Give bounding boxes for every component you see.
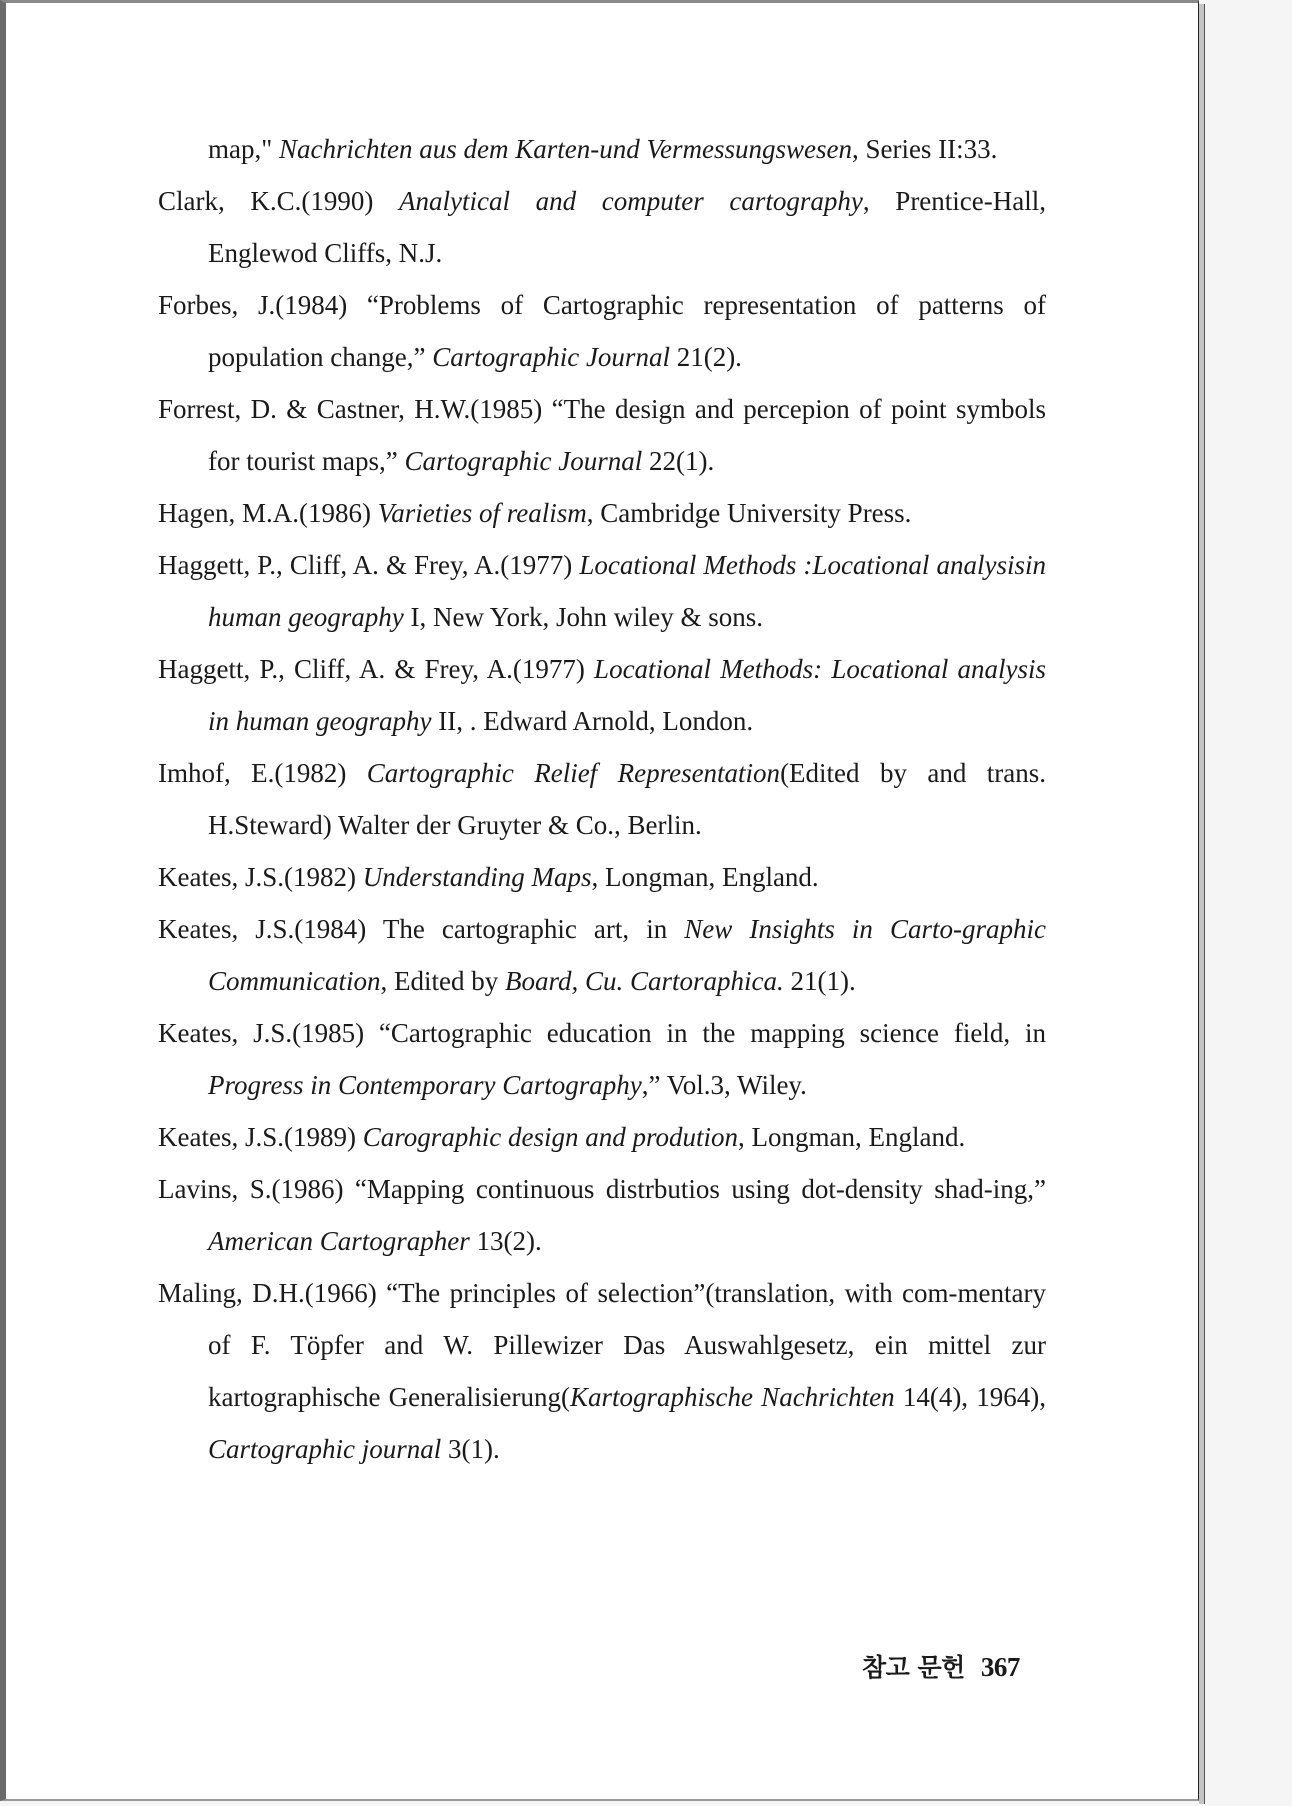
reference-entry (158, 539, 1046, 643)
reference-text: Clark, K.C.(1990) (158, 186, 400, 216)
reference-text: 13(2). (469, 1226, 542, 1256)
reference-title: Locational Methods :Locational analysisin human geography (208, 550, 1046, 632)
reference-entry (158, 383, 1046, 487)
reference-text: 21(1). (783, 966, 856, 996)
reference-title: Analytical and computer cartography (399, 186, 863, 216)
reference-entry (158, 1163, 1046, 1267)
reference-title: Cartographic Journal (404, 446, 643, 476)
reference-title: Cartographic journal (208, 1434, 442, 1464)
reference-text: , Cambridge University Press. (586, 498, 912, 528)
reference-text: Hagen, M.A.(1986) (158, 498, 378, 528)
reference-text: Keates, J.S.(1989) (158, 1122, 363, 1152)
reference-entry (158, 903, 1046, 1007)
reference-text: Maling, D.H.(1966) “The principles of selection”(translation, with com-mentary of F. Töpfer and W. Pillewizer Das Auswahlgesetz, ein mittel zur kartographische Generalisierung( (158, 1278, 1046, 1412)
reference-text: Keates, J.S.(1982) (158, 862, 363, 892)
reference-text: Lavins, S.(1986) “Mapping continuous distrbutios using dot-density shad-ing,” (158, 1174, 1046, 1204)
reference-entry (158, 1007, 1046, 1111)
page-number: 367 (980, 1652, 1020, 1682)
reference-entry (158, 175, 1046, 279)
reference-text: Forbes, J.(1984) “Problems of Cartographic representation of patterns of population change,” (158, 290, 1046, 372)
reference-entry (158, 279, 1046, 383)
reference-title: Varieties of realism (377, 498, 587, 528)
reference-text: 3(1). (441, 1434, 500, 1464)
reference-text: Forrest, D. & Castner, H.W.(1985) “The design and percepion of point symbols for tourist maps,” (158, 394, 1046, 476)
reference-text: 21(2). (669, 342, 742, 372)
reference-text: map," (208, 134, 280, 164)
reference-text: ,” Vol.3, Wiley. (641, 1070, 807, 1100)
reference-text: , Longman, England. (737, 1122, 966, 1152)
reference-text: , Edited by (380, 966, 505, 996)
reference-text: , Prentice-Hall, Englewod Cliffs, N.J. (208, 186, 1046, 268)
reference-title: Board, Cu. Cartoraphica. (504, 966, 784, 996)
reference-text: Keates, J.S.(1984) The cartographic art, in (158, 914, 685, 944)
reference-title: Locational Methods: Locational analysis in human geography (208, 654, 1046, 736)
reference-entry (158, 1267, 1046, 1475)
reference-text: , Longman, England. (591, 862, 819, 892)
reference-text: II, . Edward Arnold, London. (431, 706, 754, 736)
reference-text: (Edited by and trans. H.Steward) Walter der Gruyter & Co., Berlin. (208, 758, 1046, 840)
reference-title: Cartographic Relief Representation (366, 758, 781, 788)
reference-entry (158, 487, 1046, 539)
reference-list (158, 123, 1046, 1475)
footer-section-title: 참고 문헌 (862, 1653, 965, 1682)
reference-text: 14(4), 1964), (894, 1382, 1046, 1412)
reference-title: Understanding Maps (362, 862, 592, 892)
reference-title: Carographic design and prodution (362, 1122, 738, 1152)
reference-text: 22(1). (642, 446, 715, 476)
reference-entry (158, 643, 1046, 747)
page-edge-shadow (1199, 4, 1205, 1804)
reference-entry (158, 747, 1046, 851)
reference-entry (158, 1111, 1046, 1163)
reference-entry (158, 851, 1046, 903)
reference-title: Cartographic Journal (432, 342, 670, 372)
reference-title: American Cartographer (208, 1226, 470, 1256)
reference-text: Keates, J.S.(1985) “Cartographic education in the mapping science field, in (158, 1018, 1046, 1048)
reference-title: Kartographische Nachrichten (570, 1382, 895, 1412)
reference-title: Progress in Contemporary Cartography (208, 1070, 642, 1100)
reference-text: Haggett, P., Cliff, A. & Frey, A.(1977) (158, 654, 595, 684)
reference-text: Imhof, E.(1982) (158, 758, 367, 788)
reference-text: Haggett, P., Cliff, A. & Frey, A.(1977) (158, 550, 580, 580)
page-footer (862, 1648, 1020, 1684)
reference-text: I, New York, John wiley & sons. (403, 602, 764, 632)
reference-title: Nachrichten aus dem Karten-und Vermessungswesen (279, 134, 852, 164)
reference-continuation (158, 123, 1046, 175)
reference-title: New Insights in Carto-graphic Communication (208, 914, 1047, 996)
reference-text: , Series II:33. (851, 134, 998, 164)
